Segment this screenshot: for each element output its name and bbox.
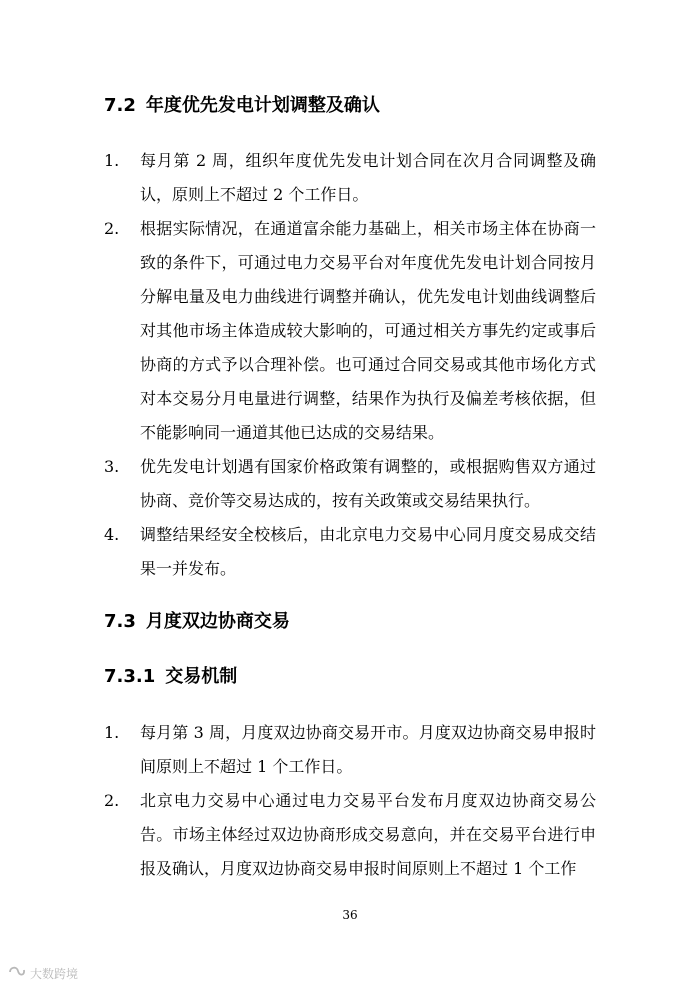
list-item — [104, 716, 596, 784]
list-number: 1. — [104, 151, 120, 170]
heading-7-2 — [104, 95, 380, 117]
list-text: 每月第 3 周，月度双边协商交易开市。月度双边协商交易申报时间原则上不超过 1 个工作日。 — [140, 723, 596, 776]
list-text: 每月第 2 周，组织年度优先发电计划合同在次月合同调整及确认，原则上不超过 2 个工作日。 — [140, 151, 596, 204]
section-number: 7.3.1 — [104, 666, 156, 687]
list-item — [104, 784, 596, 886]
list-text: 调整结果经安全校核后，由北京电力交易中心同月度交易成交结果一并发布。 — [140, 525, 596, 578]
list-text: 根据实际情况，在通道富余能力基础上，相关市场主体在协商一致的条件下，可通过电力交易平台对年度优先发电计划合同按月分解电量及电力曲线进行调整并确认，优先发电计划曲线调整后对其他市场主体造成较大影响的，可通过相关方事先约定或事后协商的方式予以合理补偿。也可通过合同交易或其他市场化方式对本交易分月电量进行调整，结果作为执行及偏差考核依据，但不能影响同一通道其他已达成的交易结果。 — [140, 219, 596, 442]
section-title: 交易机制 — [165, 666, 238, 687]
list-text: 优先发电计划遇有国家价格政策有调整的，或根据购售双方通过协商、竞价等交易达成的，按有关政策或交易结果执行。 — [140, 457, 596, 510]
section-title: 月度双边协商交易 — [145, 611, 290, 632]
list-number: 4. — [104, 525, 120, 544]
list-item — [104, 212, 596, 450]
list-text: 北京电力交易中心通过电力交易平台发布月度双边协商交易公告。市场主体经过双边协商形成交易意向，并在交易平台进行申报及确认，月度双边协商交易申报时间原则上不超过 1 个工作 — [140, 791, 596, 878]
section-number: 7.2 — [104, 95, 136, 116]
list-item — [104, 144, 596, 212]
heading-7-3 — [104, 611, 290, 633]
list-number: 3. — [104, 457, 120, 476]
list-item — [104, 450, 596, 518]
page-number: 36 — [342, 908, 358, 922]
watermark — [8, 963, 78, 983]
heading-7-3-1 — [104, 666, 237, 688]
list-item — [104, 518, 596, 586]
list-number: 1. — [104, 723, 120, 742]
section-number: 7.3 — [104, 611, 136, 632]
list-number: 2. — [104, 219, 120, 238]
list-number: 2. — [104, 791, 120, 810]
watermark-text: 大数跨境 — [30, 966, 79, 981]
section-title: 年度优先发电计划调整及确认 — [145, 95, 380, 116]
logo-icon — [8, 965, 26, 982]
